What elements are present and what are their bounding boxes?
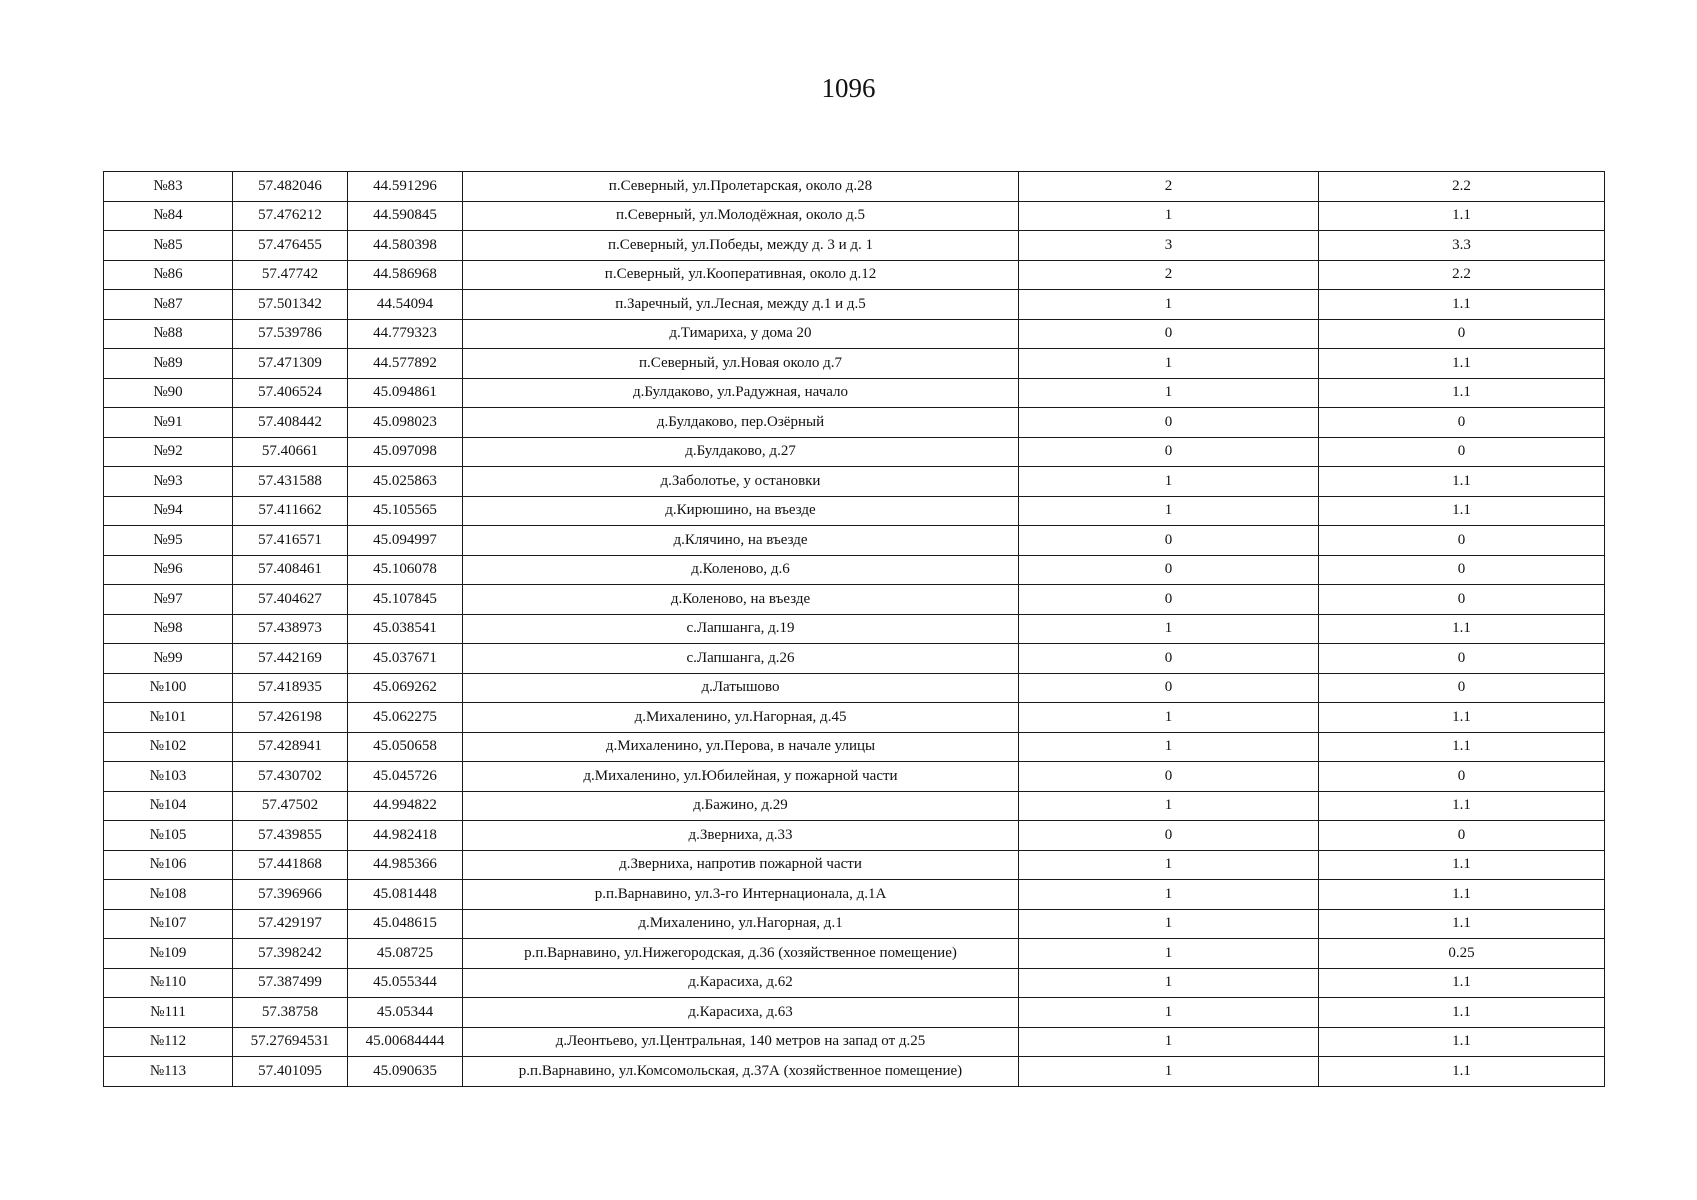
container-volume-cell: 1.1 (1319, 1027, 1605, 1057)
table-row (104, 968, 1605, 998)
site-number-cell: №112 (104, 1027, 233, 1057)
address-cell: п.Северный, ул.Новая около д.7 (463, 349, 1019, 379)
page-number: 1096 (821, 73, 876, 103)
latitude-cell: 57.476455 (233, 231, 348, 261)
address-cell: д.Коленово, на въезде (463, 585, 1019, 615)
container-volume-cell: 0.25 (1319, 939, 1605, 969)
address-cell: д.Карасиха, д.62 (463, 968, 1019, 998)
latitude-cell: 57.471309 (233, 349, 348, 379)
container-volume-cell: 1.1 (1319, 349, 1605, 379)
site-number-cell: №106 (104, 850, 233, 880)
table-row (104, 673, 1605, 703)
container-count-cell: 3 (1019, 231, 1319, 261)
address-cell: д.Михаленино, ул.Нагорная, д.1 (463, 909, 1019, 939)
address-cell: п.Заречный, ул.Лесная, между д.1 и д.5 (463, 290, 1019, 320)
longitude-cell: 44.779323 (348, 319, 463, 349)
table-row (104, 260, 1605, 290)
site-number-cell: №100 (104, 673, 233, 703)
latitude-cell: 57.418935 (233, 673, 348, 703)
container-count-cell: 1 (1019, 496, 1319, 526)
container-count-cell: 2 (1019, 172, 1319, 202)
site-number-cell: №95 (104, 526, 233, 556)
longitude-cell: 45.00684444 (348, 1027, 463, 1057)
address-cell: п.Северный, ул.Победы, между д. 3 и д. 1 (463, 231, 1019, 261)
container-count-cell: 1 (1019, 939, 1319, 969)
container-volume-cell: 1.1 (1319, 850, 1605, 880)
longitude-cell: 45.050658 (348, 732, 463, 762)
latitude-cell: 57.27694531 (233, 1027, 348, 1057)
longitude-cell: 45.094997 (348, 526, 463, 556)
container-volume-cell: 0 (1319, 821, 1605, 851)
site-number-cell: №85 (104, 231, 233, 261)
table-row (104, 349, 1605, 379)
latitude-cell: 57.482046 (233, 172, 348, 202)
site-number-cell: №84 (104, 201, 233, 231)
table-row (104, 1057, 1605, 1087)
container-count-cell: 0 (1019, 555, 1319, 585)
longitude-cell: 45.048615 (348, 909, 463, 939)
container-count-cell: 1 (1019, 290, 1319, 320)
container-volume-cell: 2.2 (1319, 172, 1605, 202)
table-row (104, 732, 1605, 762)
longitude-cell: 44.982418 (348, 821, 463, 851)
container-count-cell: 0 (1019, 762, 1319, 792)
table-row (104, 555, 1605, 585)
table-row (104, 231, 1605, 261)
table-row (104, 437, 1605, 467)
site-number-cell: №111 (104, 998, 233, 1028)
container-volume-cell: 0 (1319, 319, 1605, 349)
container-volume-cell: 1.1 (1319, 614, 1605, 644)
container-count-cell: 0 (1019, 644, 1319, 674)
container-volume-cell: 0 (1319, 437, 1605, 467)
site-number-cell: №87 (104, 290, 233, 320)
latitude-cell: 57.431588 (233, 467, 348, 497)
address-cell: д.Латышово (463, 673, 1019, 703)
container-count-cell: 1 (1019, 349, 1319, 379)
container-count-cell: 1 (1019, 467, 1319, 497)
site-number-cell: №102 (104, 732, 233, 762)
longitude-cell: 44.985366 (348, 850, 463, 880)
latitude-cell: 57.428941 (233, 732, 348, 762)
table-row (104, 319, 1605, 349)
longitude-cell: 45.097098 (348, 437, 463, 467)
container-volume-cell: 0 (1319, 673, 1605, 703)
address-cell: п.Северный, ул.Кооперативная, около д.12 (463, 260, 1019, 290)
address-cell: д.Михаленино, ул.Юбилейная, у пожарной части (463, 762, 1019, 792)
site-number-cell: №96 (104, 555, 233, 585)
container-count-cell: 1 (1019, 909, 1319, 939)
site-number-cell: №83 (104, 172, 233, 202)
latitude-cell: 57.438973 (233, 614, 348, 644)
container-volume-cell: 1.1 (1319, 998, 1605, 1028)
address-cell: д.Заболотье, у остановки (463, 467, 1019, 497)
table-row (104, 408, 1605, 438)
site-number-cell: №88 (104, 319, 233, 349)
table-row (104, 1027, 1605, 1057)
table-body (104, 172, 1605, 1087)
container-count-cell: 0 (1019, 437, 1319, 467)
container-volume-cell: 3.3 (1319, 231, 1605, 261)
latitude-cell: 57.401095 (233, 1057, 348, 1087)
address-cell: д.Клячино, на въезде (463, 526, 1019, 556)
container-count-cell: 0 (1019, 585, 1319, 615)
container-volume-cell: 1.1 (1319, 201, 1605, 231)
longitude-cell: 44.577892 (348, 349, 463, 379)
container-volume-cell: 1.1 (1319, 290, 1605, 320)
container-count-cell: 1 (1019, 614, 1319, 644)
address-cell: д.Тимариха, у дома 20 (463, 319, 1019, 349)
address-cell: д.Булдаково, ул.Радужная, начало (463, 378, 1019, 408)
container-volume-cell: 1.1 (1319, 496, 1605, 526)
table-row (104, 585, 1605, 615)
container-volume-cell: 0 (1319, 526, 1605, 556)
latitude-cell: 57.398242 (233, 939, 348, 969)
site-number-cell: №91 (104, 408, 233, 438)
longitude-cell: 45.025863 (348, 467, 463, 497)
container-count-cell: 0 (1019, 319, 1319, 349)
longitude-cell: 44.54094 (348, 290, 463, 320)
longitude-cell: 45.098023 (348, 408, 463, 438)
latitude-cell: 57.47742 (233, 260, 348, 290)
latitude-cell: 57.387499 (233, 968, 348, 998)
latitude-cell: 57.47502 (233, 791, 348, 821)
container-sites-table (103, 171, 1605, 1087)
longitude-cell: 45.055344 (348, 968, 463, 998)
latitude-cell: 57.539786 (233, 319, 348, 349)
container-volume-cell: 1.1 (1319, 467, 1605, 497)
address-cell: д.Булдаково, пер.Озёрный (463, 408, 1019, 438)
table-row (104, 880, 1605, 910)
longitude-cell: 45.08725 (348, 939, 463, 969)
longitude-cell: 45.090635 (348, 1057, 463, 1087)
table-row (104, 791, 1605, 821)
table-row (104, 496, 1605, 526)
site-number-cell: №94 (104, 496, 233, 526)
latitude-cell: 57.396966 (233, 880, 348, 910)
table-row (104, 201, 1605, 231)
table-row (104, 909, 1605, 939)
site-number-cell: №108 (104, 880, 233, 910)
container-count-cell: 1 (1019, 1057, 1319, 1087)
table-row (104, 467, 1605, 497)
longitude-cell: 44.994822 (348, 791, 463, 821)
latitude-cell: 57.406524 (233, 378, 348, 408)
site-number-cell: №101 (104, 703, 233, 733)
address-cell: р.п.Варнавино, ул.Нижегородская, д.36 (хозяйственное помещение) (463, 939, 1019, 969)
latitude-cell: 57.408461 (233, 555, 348, 585)
longitude-cell: 45.105565 (348, 496, 463, 526)
address-cell: д.Михаленино, ул.Перова, в начале улицы (463, 732, 1019, 762)
container-volume-cell: 0 (1319, 762, 1605, 792)
longitude-cell: 45.05344 (348, 998, 463, 1028)
site-number-cell: №93 (104, 467, 233, 497)
latitude-cell: 57.408442 (233, 408, 348, 438)
address-cell: д.Леонтьево, ул.Центральная, 140 метров на запад от д.25 (463, 1027, 1019, 1057)
container-count-cell: 1 (1019, 378, 1319, 408)
table-row (104, 762, 1605, 792)
address-cell: с.Лапшанга, д.19 (463, 614, 1019, 644)
longitude-cell: 45.094861 (348, 378, 463, 408)
address-cell: с.Лапшанга, д.26 (463, 644, 1019, 674)
site-number-cell: №110 (104, 968, 233, 998)
site-number-cell: №104 (104, 791, 233, 821)
address-cell: д.Коленово, д.6 (463, 555, 1019, 585)
longitude-cell: 44.586968 (348, 260, 463, 290)
container-count-cell: 0 (1019, 526, 1319, 556)
longitude-cell: 45.107845 (348, 585, 463, 615)
container-volume-cell: 1.1 (1319, 791, 1605, 821)
site-number-cell: №99 (104, 644, 233, 674)
container-count-cell: 1 (1019, 201, 1319, 231)
container-count-cell: 2 (1019, 260, 1319, 290)
container-count-cell: 1 (1019, 880, 1319, 910)
longitude-cell: 45.038541 (348, 614, 463, 644)
container-count-cell: 1 (1019, 850, 1319, 880)
table-row (104, 378, 1605, 408)
container-count-cell: 1 (1019, 791, 1319, 821)
container-volume-cell: 0 (1319, 644, 1605, 674)
table-row (104, 703, 1605, 733)
container-volume-cell: 0 (1319, 408, 1605, 438)
table-row (104, 850, 1605, 880)
latitude-cell: 57.501342 (233, 290, 348, 320)
address-cell: р.п.Варнавино, ул.3-го Интернационала, д.1А (463, 880, 1019, 910)
address-cell: д.Михаленино, ул.Нагорная, д.45 (463, 703, 1019, 733)
table-row (104, 939, 1605, 969)
longitude-cell: 45.081448 (348, 880, 463, 910)
container-volume-cell: 1.1 (1319, 1057, 1605, 1087)
latitude-cell: 57.439855 (233, 821, 348, 851)
site-number-cell: №98 (104, 614, 233, 644)
longitude-cell: 44.590845 (348, 201, 463, 231)
address-cell: д.Булдаково, д.27 (463, 437, 1019, 467)
site-number-cell: №90 (104, 378, 233, 408)
container-volume-cell: 2.2 (1319, 260, 1605, 290)
table-row (104, 526, 1605, 556)
latitude-cell: 57.38758 (233, 998, 348, 1028)
latitude-cell: 57.429197 (233, 909, 348, 939)
latitude-cell: 57.40661 (233, 437, 348, 467)
container-volume-cell: 1.1 (1319, 968, 1605, 998)
table-row (104, 644, 1605, 674)
longitude-cell: 45.037671 (348, 644, 463, 674)
container-count-cell: 1 (1019, 703, 1319, 733)
address-cell: р.п.Варнавино, ул.Комсомольская, д.37А (хозяйственное помещение) (463, 1057, 1019, 1087)
address-cell: д.Карасиха, д.63 (463, 998, 1019, 1028)
latitude-cell: 57.430702 (233, 762, 348, 792)
table-row (104, 614, 1605, 644)
latitude-cell: 57.441868 (233, 850, 348, 880)
address-cell: д.Зверниха, д.33 (463, 821, 1019, 851)
container-count-cell: 1 (1019, 732, 1319, 762)
container-count-cell: 1 (1019, 998, 1319, 1028)
container-count-cell: 1 (1019, 968, 1319, 998)
latitude-cell: 57.404627 (233, 585, 348, 615)
site-number-cell: №92 (104, 437, 233, 467)
container-volume-cell: 1.1 (1319, 703, 1605, 733)
container-volume-cell: 1.1 (1319, 909, 1605, 939)
latitude-cell: 57.411662 (233, 496, 348, 526)
latitude-cell: 57.426198 (233, 703, 348, 733)
table-row (104, 821, 1605, 851)
table-row (104, 290, 1605, 320)
container-count-cell: 0 (1019, 673, 1319, 703)
latitude-cell: 57.442169 (233, 644, 348, 674)
address-cell: п.Северный, ул.Пролетарская, около д.28 (463, 172, 1019, 202)
address-cell: д.Зверниха, напротив пожарной части (463, 850, 1019, 880)
longitude-cell: 45.062275 (348, 703, 463, 733)
container-volume-cell: 1.1 (1319, 378, 1605, 408)
container-volume-cell: 0 (1319, 585, 1605, 615)
longitude-cell: 45.069262 (348, 673, 463, 703)
table-row (104, 172, 1605, 202)
longitude-cell: 45.045726 (348, 762, 463, 792)
address-cell: д.Кирюшино, на въезде (463, 496, 1019, 526)
longitude-cell: 44.591296 (348, 172, 463, 202)
site-number-cell: №109 (104, 939, 233, 969)
site-number-cell: №107 (104, 909, 233, 939)
container-count-cell: 0 (1019, 408, 1319, 438)
site-number-cell: №89 (104, 349, 233, 379)
container-count-cell: 1 (1019, 1027, 1319, 1057)
site-number-cell: №105 (104, 821, 233, 851)
site-number-cell: №97 (104, 585, 233, 615)
site-number-cell: №113 (104, 1057, 233, 1087)
table-row (104, 998, 1605, 1028)
site-number-cell: №103 (104, 762, 233, 792)
address-cell: п.Северный, ул.Молодёжная, около д.5 (463, 201, 1019, 231)
site-number-cell: №86 (104, 260, 233, 290)
container-volume-cell: 1.1 (1319, 732, 1605, 762)
container-count-cell: 0 (1019, 821, 1319, 851)
latitude-cell: 57.416571 (233, 526, 348, 556)
longitude-cell: 45.106078 (348, 555, 463, 585)
container-volume-cell: 0 (1319, 555, 1605, 585)
address-cell: д.Бажино, д.29 (463, 791, 1019, 821)
longitude-cell: 44.580398 (348, 231, 463, 261)
container-volume-cell: 1.1 (1319, 880, 1605, 910)
latitude-cell: 57.476212 (233, 201, 348, 231)
